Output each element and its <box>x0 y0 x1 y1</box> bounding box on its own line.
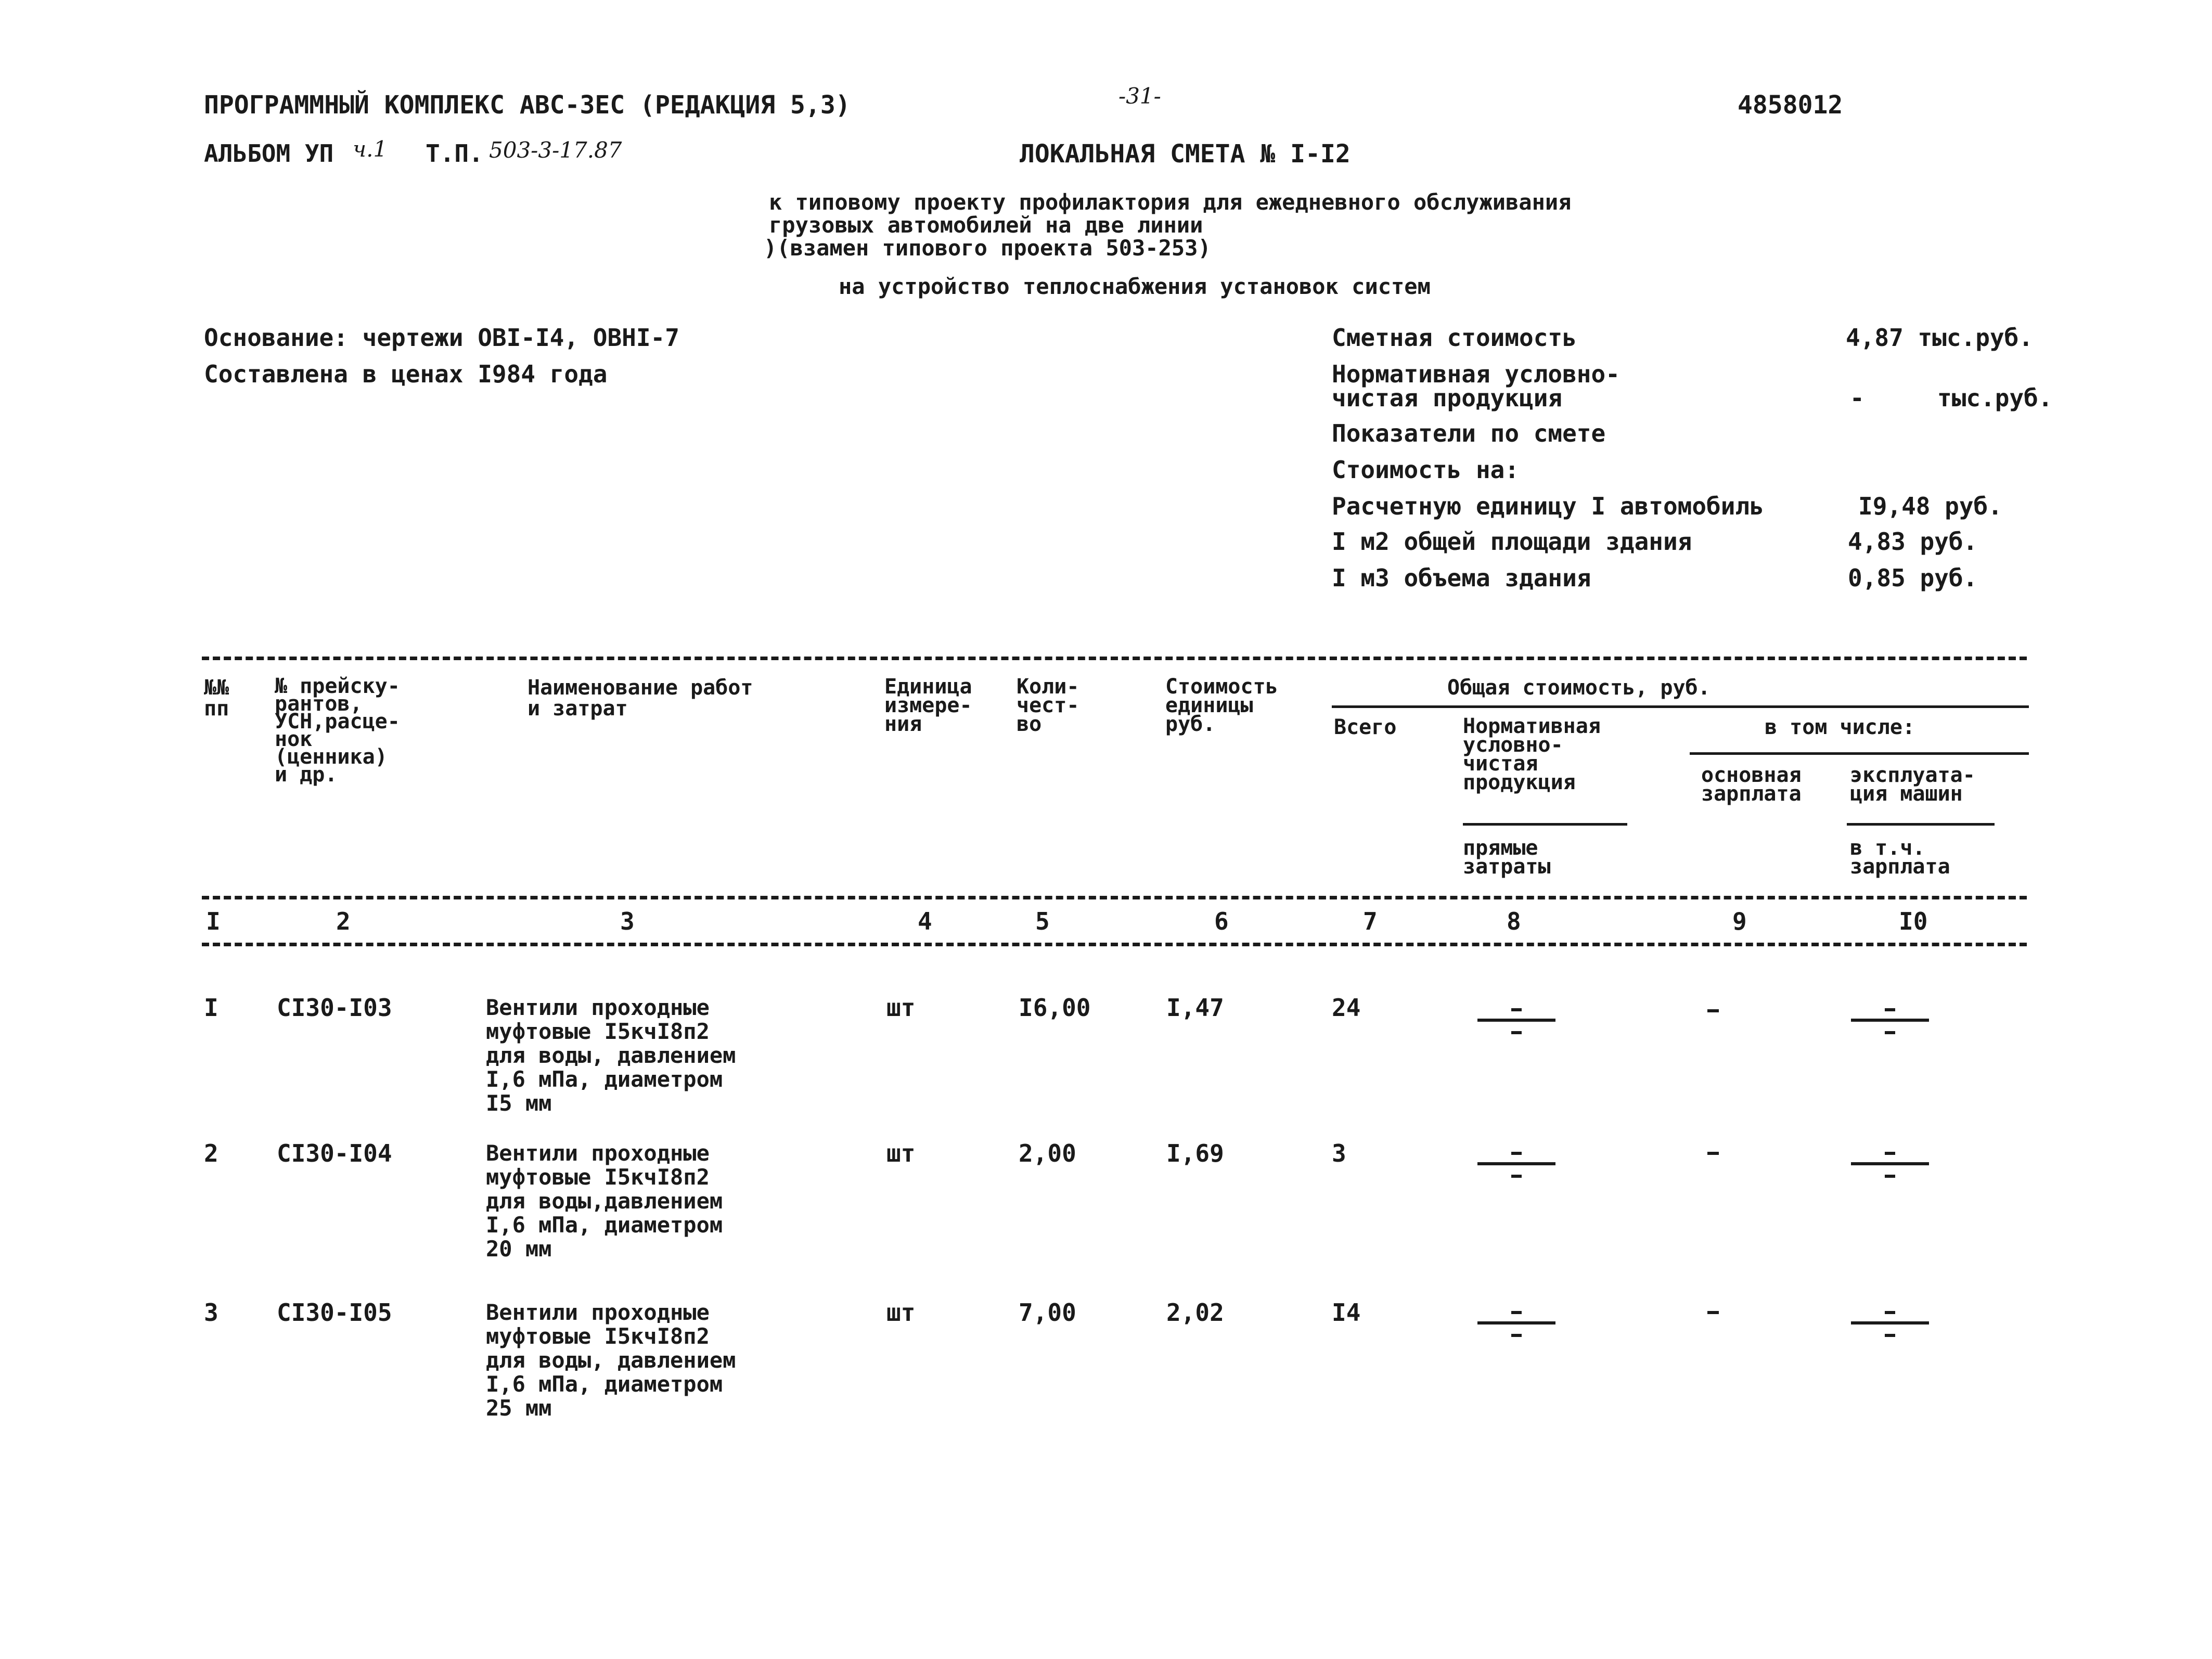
col-header-direct-costs: прямые затраты <box>1463 836 1551 879</box>
col-number-5: 5 <box>1035 907 1050 935</box>
row-quantity: 7,00 <box>1019 1298 1076 1327</box>
subtitle-line-4: на устройство теплоснабжения установок систем <box>839 274 1431 299</box>
col-number-10: I0 <box>1899 907 1928 935</box>
norm-product-dash: - <box>1850 384 1864 412</box>
row-norm-product-fraction <box>1477 1152 1555 1183</box>
row-code: CI30-I05 <box>277 1298 392 1327</box>
row-machine-op-fraction <box>1851 1311 1929 1342</box>
row-work-name: Вентили проходные муфтовые I5кчI8п2 для воды, давлением I,6 мПа, диаметром 25 мм <box>486 1300 736 1421</box>
row-number: 3 <box>204 1298 218 1327</box>
row-unit: шт <box>886 994 916 1022</box>
album-prefix: АЛЬБОМ УП <box>204 139 334 168</box>
row-number: 2 <box>204 1139 218 1167</box>
col-header-incl-salary: в т.ч. зарплата <box>1850 836 1950 879</box>
basis-drawings: Основание: чертежи OBI-I4, OBHI-7 <box>204 324 679 352</box>
col-number-2: 2 <box>336 907 351 935</box>
col-header-total: Всего <box>1334 715 1397 739</box>
unit-cost-label: Расчетную единицу I автомобиль <box>1332 492 1764 520</box>
norm-product-rule <box>1463 823 1627 826</box>
subtitle-line-1: к типовому проекту профилактория для ежедневного обслуживания <box>769 189 1572 215</box>
row-quantity: I6,00 <box>1019 994 1091 1022</box>
row-quantity: 2,00 <box>1019 1139 1076 1167</box>
col-header-work-name: Наименование работ и затрат <box>528 676 753 721</box>
row-base-salary <box>1707 1009 1719 1012</box>
basis-prices: Составлена в ценах I984 года <box>204 360 608 388</box>
table-top-rule <box>202 657 2027 660</box>
col-header-machine-op: эксплуата- ция машин <box>1850 763 1975 806</box>
doc-number: 4858012 <box>1738 91 1843 120</box>
col-number-9: 9 <box>1732 907 1747 935</box>
estimated-cost-value: 4,87 тыс.руб. <box>1846 324 2034 352</box>
col-header-unit: Единица измере- ния <box>884 675 972 736</box>
m2-cost-label: I м2 общей площади здания <box>1332 528 1692 556</box>
document-title: ЛОКАЛЬНАЯ СМЕТА № I-I2 <box>1020 139 1351 169</box>
m3-cost-value: 0,85 руб. <box>1848 564 1978 592</box>
row-base-salary <box>1707 1311 1719 1314</box>
col-number-7: 7 <box>1363 907 1378 935</box>
subtitle-line-2: грузовых автомобилей на две линии <box>769 212 1203 238</box>
program-name: ПРОГРАММНЫЙ КОМПЛЕКС АВС-ЗЕС (РЕДАКЦИЯ 5,3) <box>204 91 851 120</box>
row-code: CI30-I03 <box>277 994 392 1022</box>
col-header-base-salary: основная зарплата <box>1701 763 1802 806</box>
unit-cost-value: I9,48 руб. <box>1858 492 2002 520</box>
total-group-rule <box>1332 705 2029 708</box>
norm-product-label-1: Нормативная условно- <box>1332 360 1620 388</box>
m2-cost-value: 4,83 руб. <box>1848 528 1978 556</box>
col-header-norm-product: Нормативная условно- чистая продукция <box>1463 714 1601 794</box>
col-number-3: 3 <box>620 907 635 935</box>
row-code: CI30-I04 <box>277 1139 392 1167</box>
m3-cost-label: I м3 объема здания <box>1332 564 1591 592</box>
row-machine-op-fraction <box>1851 1008 1929 1039</box>
tp-prefix: Т.П. <box>426 139 483 168</box>
incl-group-rule <box>1690 752 2029 755</box>
cost-on-label: Стоимость на: <box>1332 456 1520 484</box>
estimated-cost-label: Сметная стоимость <box>1332 324 1577 352</box>
row-total: I4 <box>1332 1298 1361 1327</box>
row-total: 3 <box>1332 1139 1346 1167</box>
norm-product-label-2: чистая продукция <box>1332 384 1563 412</box>
row-total: 24 <box>1332 994 1361 1022</box>
row-work-name: Вентили проходные муфтовые I5кчI8п2 для воды, давлением I,6 мПа, диаметром I5 мм <box>486 995 736 1116</box>
col-number-1: I <box>206 907 221 935</box>
row-unit-cost: 2,02 <box>1166 1298 1224 1327</box>
col-header-total-group: Общая стоимость, руб. <box>1447 676 1711 700</box>
col-header-incl-group: в том числе: <box>1765 715 1915 739</box>
row-unit-cost: I,47 <box>1166 994 1224 1022</box>
row-unit: шт <box>886 1139 916 1167</box>
col-number-8: 8 <box>1507 907 1521 935</box>
tp-number: 503-3-17.87 <box>489 137 622 163</box>
row-number: I <box>204 994 218 1022</box>
col-header-quantity: Коли- чест- во <box>1017 675 1079 736</box>
indicators-label: Показатели по смете <box>1332 419 1606 447</box>
col-header-unit-cost: Стоимость единицы руб. <box>1165 675 1278 736</box>
machine-op-rule <box>1847 823 1995 826</box>
album-part: ч.1 <box>353 136 388 162</box>
row-norm-product-fraction <box>1477 1008 1555 1039</box>
row-machine-op-fraction <box>1851 1152 1929 1183</box>
norm-product-unit: тыс.руб. <box>1937 384 2053 412</box>
col-numbers-rule <box>202 943 2027 946</box>
page-mark: -31- <box>1118 83 1161 109</box>
col-number-4: 4 <box>918 907 932 935</box>
row-base-salary <box>1707 1152 1719 1155</box>
col-header-pricelist: № прейску- рантов, УСН,расце- нок (ценника) и др. <box>275 674 400 787</box>
col-number-6: 6 <box>1214 907 1229 935</box>
col-header-number: №№ пп <box>204 676 229 721</box>
row-unit-cost: I,69 <box>1166 1139 1224 1167</box>
header-bottom-rule <box>202 896 2027 899</box>
row-unit: шт <box>886 1298 916 1327</box>
subtitle-line-3: )(взамен типового проекта 503-253) <box>764 235 1211 261</box>
row-norm-product-fraction <box>1477 1311 1555 1342</box>
row-work-name: Вентили проходные муфтовые I5кчI8п2 для воды,давлением I,6 мПа, диаметром 20 мм <box>486 1140 723 1262</box>
